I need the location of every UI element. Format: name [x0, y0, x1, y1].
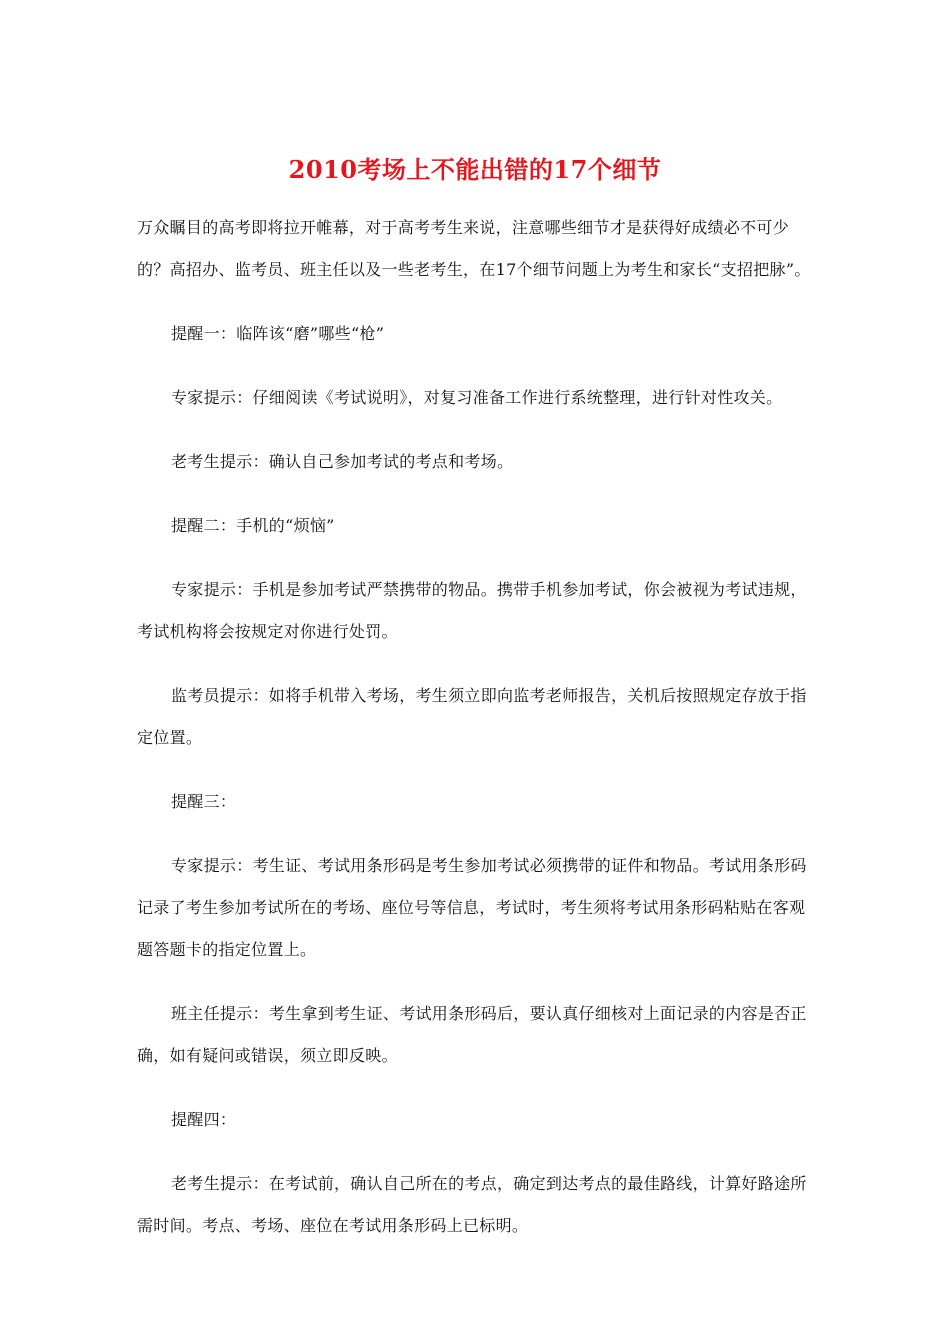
reminder-2-heading: 提醒二：手机的“烦恼”: [171, 516, 335, 535]
reminder-4-veteran-tip: 老考生提示：在考试前，确认自己所在的考点，确定到达考点的最佳路线，计算好路途所需时间。考点、考场、座位在考试用条形码上已标明。: [137, 1174, 807, 1235]
reminder-1-veteran-tip: 老考生提示：确认自己参加考试的考点和考场。: [171, 452, 514, 471]
reminder-2-expert-tip: 专家提示：手机是参加考试严禁携带的物品。携带手机参加考试，你会被视为考试违规，考试机构将会按规定对你进行处罚。: [137, 580, 807, 641]
document-title: 2010考场上不能出错的17个细节: [288, 155, 662, 184]
reminder-3-teacher-tip: 班主任提示：考生拿到考生证、考试用条形码后，要认真仔细核对上面记录的内容是否正确，如有疑问或错误，须立即反映。: [137, 1004, 807, 1065]
reminder-1-expert-tip: 专家提示：仔细阅读《考试说明》，对复习准备工作进行系统整理，进行针对性攻关。: [171, 388, 783, 407]
reminder-1-heading: 提醒一：临阵该“磨”哪些“枪”: [171, 324, 385, 343]
reminder-3-expert-tip: 专家提示：考生证、考试用条形码是考生参加考试必须携带的证件和物品。考试用条形码记录了考生参加考试所在的考场、座位号等信息，考试时，考生须将考试用条形码粘贴在客观题答题卡的指定位置上。: [137, 856, 807, 959]
intro-paragraph: 万众瞩目的高考即将拉开帷幕，对于高考考生来说，注意哪些细节才是获得好成绩必不可少的？高招办、监考员、班主任以及一些老考生，在17个细节问题上为考生和家长“支招把脉”。: [137, 218, 811, 279]
document-body: [137, 207, 813, 1247]
reminder-2-proctor-tip: 监考员提示：如将手机带入考场，考生须立即向监考老师报告，关机后按照规定存放于指定位置。: [137, 686, 807, 747]
reminder-4-heading: 提醒四：: [171, 1110, 237, 1129]
reminder-3-heading: 提醒三：: [171, 792, 237, 811]
